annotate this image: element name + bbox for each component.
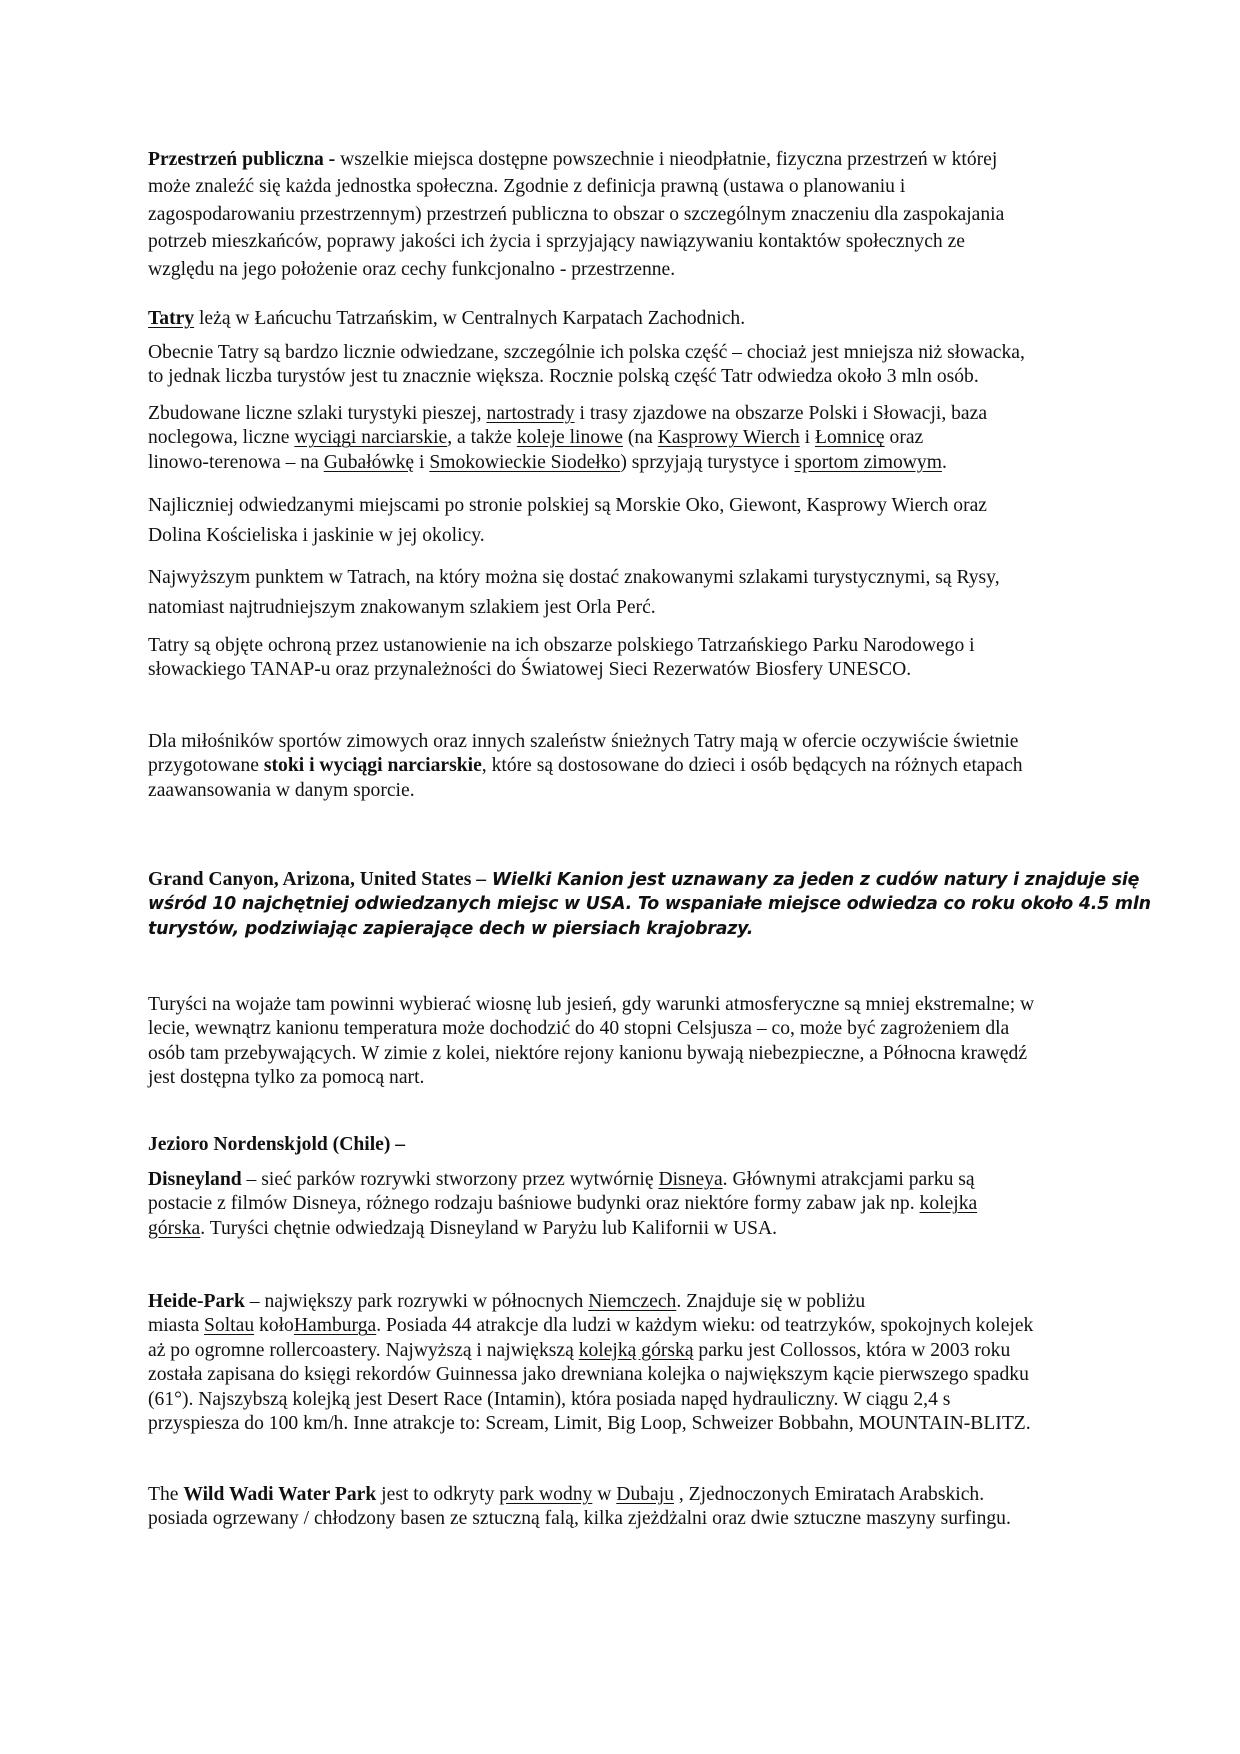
paragraph-tatry-winter-sports: Dla miłośników sportów zimowych oraz innych szaleństw śnieżnych Tatry mają w ofercie oczywiście świetnie przygotowane stoki i wyciągi narciarskie, które są dostosowane do dzieci i osób będących na różnych etapach zaawansowania w danym sporcie.: [148, 731, 1023, 801]
link-niemcy[interactable]: Niemczech: [588, 1291, 677, 1312]
paragraph-wild-wadi: The Wild Wadi Water Park jest to odkryty park wodny w Dubaju , Zjednoczonych Emiratach Arabskich. posiada ogrzewany / chłodzony basen ze sztuczną falą, kilka zjeżdżalni oraz dwie sztuczne maszyny surfingu.: [148, 1484, 1011, 1530]
paragraph-public-space: Przestrzeń publiczna - wszelkie miejsca dostępne powszechnie i nieodpłatnie, fizyczna przestrzeń w której może znaleźć się każda jednostka społeczna. Zgodnie z definicja prawną (ustawa o planowaniu i zagospodarowaniu przestrzennym) przestrzeń publiczna to obszar o szczególnym znaczeniu dla zaspokajania potrzeb mieszkańców, poprawy jakości ich życia i sprzyjający nawiązywaniu kontaktów społecznych ze względu na jego położenie oraz cechy funkcjonalno - przestrzenne.: [148, 149, 1005, 280]
link-kasprowy-wierch[interactable]: Kasprowy Wierch: [657, 427, 800, 449]
link-soltau[interactable]: Soltau: [204, 1315, 255, 1337]
paragraph-tatry-visitors: Obecnie Tatry są bardzo licznie odwiedzane, szczególnie ich polska część – chociaż jest mniejsza niż słowacka, to jednak liczba turystów jest tu znacznie większa. Rocznie polską część Tatr odwiedza około 3 mln osób.: [148, 342, 1025, 388]
paragraph-tatry-location: Tatry leżą w Łańcuchu Tatrzańskim, w Centralnych Karpatach Zachodnich.: [148, 308, 746, 329]
link-kolejka-gorska-heide[interactable]: kolejką górską: [578, 1339, 694, 1361]
paragraph-tatry-infrastructure: Zbudowane liczne szlaki turystyki pieszej, nartostrady i trasy zjazdowe na obszarze Polski i Słowacji, baza noclegowa, liczne wyciągi narciarskie, a także koleje linowe (na Kasprowy Wierch i Łomnicę oraz linowo-terenowa – na Gubałówkę i Smokowieckie Siodełko) sprzyjają turystyce i sportom zimowym.: [148, 403, 988, 473]
heading-grand-canyon: Grand Canyon, Arizona, United States –: [148, 869, 487, 890]
link-koleje-linowe[interactable]: koleje linowe: [516, 427, 623, 449]
term-public-space: Przestrzeń publiczna -: [148, 149, 336, 170]
paragraph-disneyland: Disneyland – sieć parków rozrywki stworzony przez wytwórnię Disneya. Głównymi atrakcjami parku są postacie z filmów Disneya, różnego rodzaju baśniowe budynki oraz niektóre formy zabaw jak np. kolejka górska. Turyści chętnie odwiedzają Disneyland w Paryżu lub Kalifornii w USA.: [148, 1169, 978, 1239]
link-wyciagi-narciarskie[interactable]: wyciągi narciarskie: [294, 427, 448, 449]
link-nartostrady[interactable]: nartostrady: [486, 403, 575, 424]
paragraph-tatry-protection: Tatry są objęte ochroną przez ustanowienie na ich obszarze polskiego Tatrzańskiego Parku Narodowego i słowackiego TANAP-u oraz przynależności do Światowej Sieci Rezerwatów Biosfery UNESCO.: [148, 635, 975, 681]
bold-stoki: stoki i wyciągi narciarskie: [263, 755, 482, 777]
heading-wild-wadi: Wild Wadi Water Park: [183, 1484, 377, 1505]
paragraph-heide-park: Heide-Park – największy park rozrywki w północnych Niemczech. Znajduje się w pobliżu miasta Soltau kołoHamburga. Posiada 44 atrakcje dla ludzi w każdym wieku: od teatrzyków, spokojnych kolejek aż po ogromne rollercoastery. Najwyższą i największą kolejką górską parku jest Collossos, która w 2003 roku została zapisana do księgi rekordów Guinnessa jako drewniana kolejka o największym kącie pierwszego spadku (61°). Najszybszą kolejką jest Desert Race (Intamin), która posiada napęd hydrauliczny. W ciągu 2,4 s przyspiesza do 100 km/h. Inne atrakcje to: Scream, Limit, Big Loop, Schweizer Bobbahn, MOUNTAIN-BLITZ.: [148, 1291, 1034, 1435]
paragraph-tatry-popular-places: Najliczniej odwiedzanymi miejscami po stronie polskiej są Morskie Oko, Giewont, Kasprowy Wierch oraz Dolina Kościeliska i jaskinie w jej okolicy.: [148, 495, 987, 547]
link-smokowieckie-siodelko[interactable]: Smokowieckie Siodełko: [429, 451, 621, 473]
paragraph-grand-canyon-intro: Grand Canyon, Arizona, United States – Wielki Kanion jest uznawany za jeden z cudów natury i znajduje się wśród 10 najchętniej odwiedzanych miejsc w USA. To wspaniałe miejsce odwiedza co roku około 4.5 mln turystów, podziwiając zapierające dech w piersiach krajobrazy.: [148, 869, 1151, 939]
link-kolejka-gorska[interactable]: kolejka: [919, 1193, 978, 1215]
link-park-wodny[interactable]: park wodny: [499, 1484, 593, 1505]
link-kolejka-gorska-cont[interactable]: górska: [148, 1217, 201, 1239]
heading-nordenskjold: Jezioro Nordenskjold (Chile) –: [148, 1134, 406, 1155]
link-dubaj[interactable]: Dubaju: [616, 1484, 674, 1505]
paragraph-tatry-highest-point: Najwyższym punktem w Tatrach, na który można się dostać znakowanymi szlakami turystycznymi, są Rysy, natomiast najtrudniejszym znakowanym szlakiem jest Orla Perć.: [148, 567, 1000, 619]
link-sporty-zimowe[interactable]: sportom zimowym: [794, 451, 942, 473]
heading-heide-park: Heide-Park: [148, 1291, 245, 1312]
link-gubalowka[interactable]: Gubałówkę: [323, 451, 415, 473]
link-tatry[interactable]: Tatry: [148, 308, 195, 329]
link-lomnica[interactable]: Łomnicę: [814, 427, 885, 449]
link-disneya[interactable]: Disneya: [658, 1169, 723, 1190]
paragraph-grand-canyon-body: Turyści na wojaże tam powinni wybierać wiosnę lub jesień, gdy warunki atmosferyczne są mniej ekstremalne; w lecie, wewnątrz kanionu temperatura może dochodzić do 40 stopni Celsjusza – co, może być zagrożeniem dla osób tam przebywających. W zimie z kolei, niektóre rejony kanionu bywają niebezpieczne, a Północna krawędź jest dostępna tylko za pomocą nart.: [148, 994, 1035, 1089]
heading-disneyland: Disneyland: [148, 1169, 242, 1190]
link-hamburg[interactable]: Hamburga: [293, 1315, 377, 1337]
